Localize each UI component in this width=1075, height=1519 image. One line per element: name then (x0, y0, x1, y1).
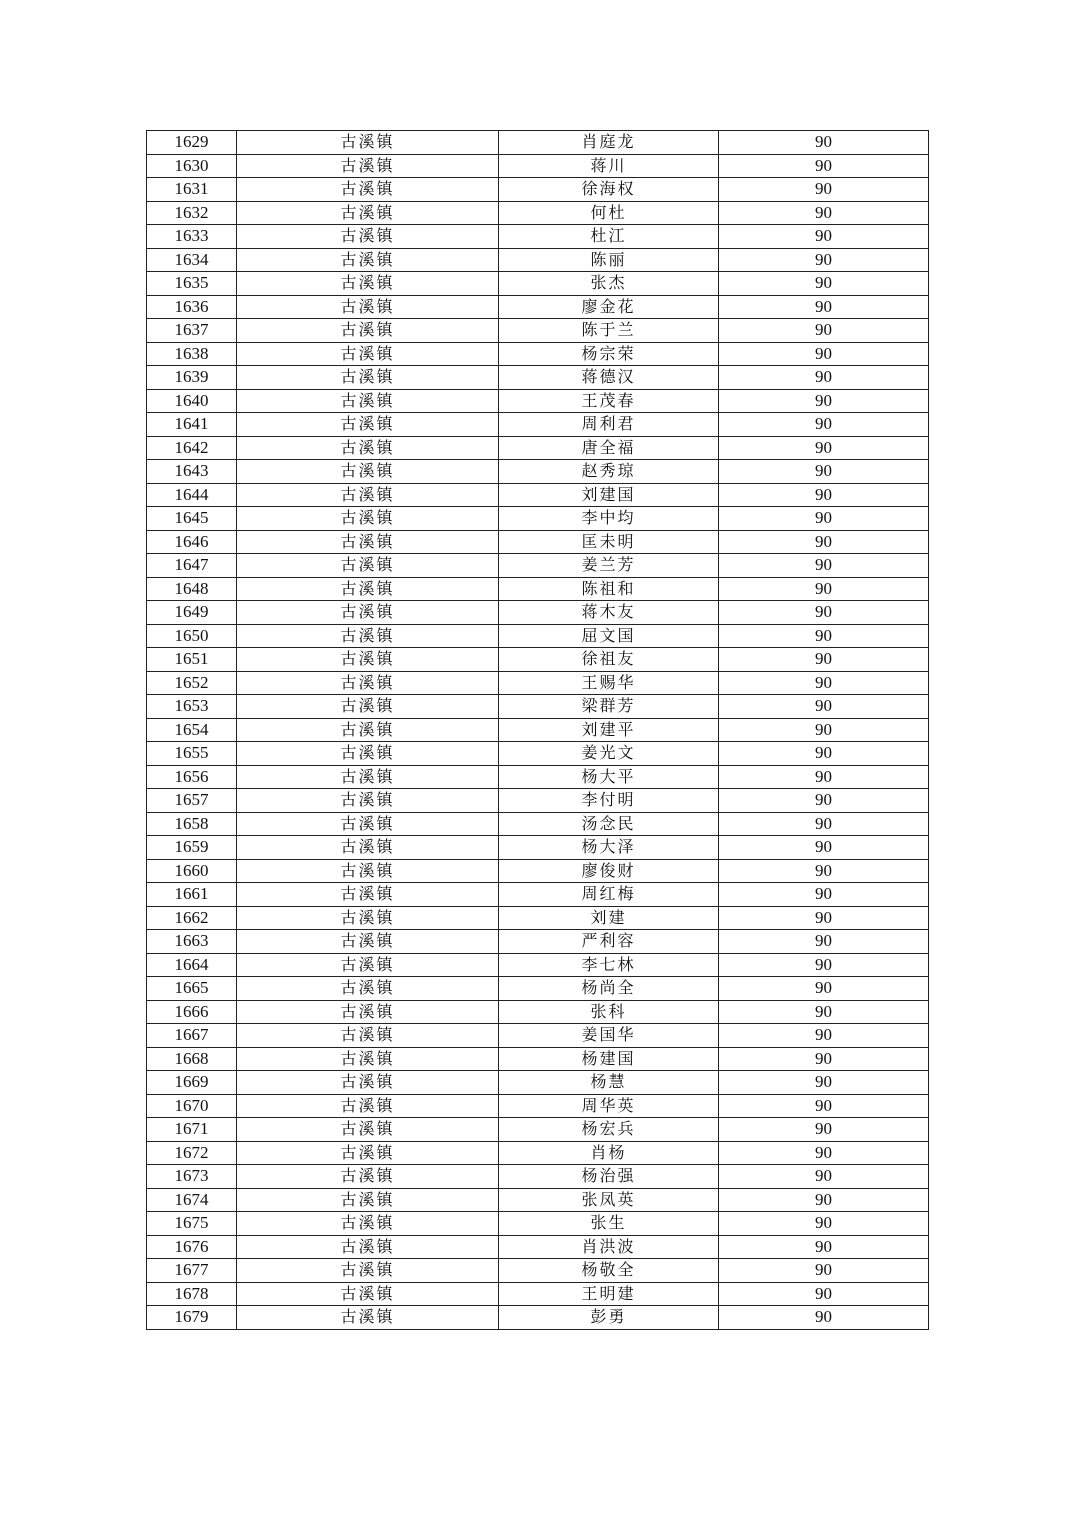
amount-cell: 90 (719, 695, 929, 719)
person-name-cell: 屈文国 (499, 624, 719, 648)
table-row (147, 483, 929, 507)
table-row (147, 930, 929, 954)
amount-cell: 90 (719, 1024, 929, 1048)
table-row (147, 1141, 929, 1165)
serial-number-cell: 1646 (147, 530, 237, 554)
amount-cell: 90 (719, 1047, 929, 1071)
serial-number-cell: 1669 (147, 1071, 237, 1095)
serial-number-cell: 1642 (147, 436, 237, 460)
amount-cell: 90 (719, 601, 929, 625)
table-row (147, 671, 929, 695)
table-row (147, 1047, 929, 1071)
roster-table-body (147, 131, 929, 1330)
person-name-cell: 杨尚全 (499, 977, 719, 1001)
amount-cell: 90 (719, 977, 929, 1001)
town-cell: 古溪镇 (237, 554, 499, 578)
serial-number-cell: 1676 (147, 1235, 237, 1259)
town-cell: 古溪镇 (237, 789, 499, 813)
person-name-cell: 杨治强 (499, 1165, 719, 1189)
table-row (147, 272, 929, 296)
town-cell: 古溪镇 (237, 154, 499, 178)
town-cell: 古溪镇 (237, 1282, 499, 1306)
town-cell: 古溪镇 (237, 483, 499, 507)
person-name-cell: 陈祖和 (499, 577, 719, 601)
amount-cell: 90 (719, 248, 929, 272)
town-cell: 古溪镇 (237, 1071, 499, 1095)
serial-number-cell: 1638 (147, 342, 237, 366)
table-row (147, 624, 929, 648)
amount-cell: 90 (719, 1188, 929, 1212)
table-row (147, 648, 929, 672)
town-cell: 古溪镇 (237, 1306, 499, 1330)
town-cell: 古溪镇 (237, 742, 499, 766)
serial-number-cell: 1677 (147, 1259, 237, 1283)
amount-cell: 90 (719, 1306, 929, 1330)
person-name-cell: 刘建国 (499, 483, 719, 507)
serial-number-cell: 1640 (147, 389, 237, 413)
serial-number-cell: 1659 (147, 836, 237, 860)
person-name-cell: 肖杨 (499, 1141, 719, 1165)
serial-number-cell: 1633 (147, 225, 237, 249)
serial-number-cell: 1653 (147, 695, 237, 719)
table-row (147, 366, 929, 390)
serial-number-cell: 1652 (147, 671, 237, 695)
table-row (147, 836, 929, 860)
table-row (147, 977, 929, 1001)
amount-cell: 90 (719, 366, 929, 390)
serial-number-cell: 1661 (147, 883, 237, 907)
town-cell: 古溪镇 (237, 272, 499, 296)
serial-number-cell: 1649 (147, 601, 237, 625)
amount-cell: 90 (719, 272, 929, 296)
table-row (147, 131, 929, 155)
person-name-cell: 姜国华 (499, 1024, 719, 1048)
town-cell: 古溪镇 (237, 953, 499, 977)
serial-number-cell: 1671 (147, 1118, 237, 1142)
amount-cell: 90 (719, 648, 929, 672)
serial-number-cell: 1658 (147, 812, 237, 836)
table-row (147, 436, 929, 460)
town-cell: 古溪镇 (237, 178, 499, 202)
amount-cell: 90 (719, 742, 929, 766)
town-cell: 古溪镇 (237, 1000, 499, 1024)
amount-cell: 90 (719, 201, 929, 225)
town-cell: 古溪镇 (237, 718, 499, 742)
person-name-cell: 蒋木友 (499, 601, 719, 625)
amount-cell: 90 (719, 953, 929, 977)
person-name-cell: 姜光文 (499, 742, 719, 766)
table-row (147, 319, 929, 343)
serial-number-cell: 1636 (147, 295, 237, 319)
person-name-cell: 蒋德汉 (499, 366, 719, 390)
person-name-cell: 李七林 (499, 953, 719, 977)
serial-number-cell: 1634 (147, 248, 237, 272)
table-row (147, 389, 929, 413)
town-cell: 古溪镇 (237, 507, 499, 531)
person-name-cell: 杨慧 (499, 1071, 719, 1095)
table-row (147, 1071, 929, 1095)
person-name-cell: 肖洪波 (499, 1235, 719, 1259)
amount-cell: 90 (719, 1094, 929, 1118)
town-cell: 古溪镇 (237, 648, 499, 672)
serial-number-cell: 1650 (147, 624, 237, 648)
amount-cell: 90 (719, 624, 929, 648)
town-cell: 古溪镇 (237, 413, 499, 437)
serial-number-cell: 1673 (147, 1165, 237, 1189)
table-row (147, 201, 929, 225)
serial-number-cell: 1654 (147, 718, 237, 742)
town-cell: 古溪镇 (237, 319, 499, 343)
person-name-cell: 严利容 (499, 930, 719, 954)
person-name-cell: 周红梅 (499, 883, 719, 907)
serial-number-cell: 1664 (147, 953, 237, 977)
person-name-cell: 李付明 (499, 789, 719, 813)
town-cell: 古溪镇 (237, 859, 499, 883)
amount-cell: 90 (719, 389, 929, 413)
town-cell: 古溪镇 (237, 1235, 499, 1259)
amount-cell: 90 (719, 554, 929, 578)
amount-cell: 90 (719, 225, 929, 249)
amount-cell: 90 (719, 859, 929, 883)
town-cell: 古溪镇 (237, 671, 499, 695)
person-name-cell: 陈丽 (499, 248, 719, 272)
amount-cell: 90 (719, 178, 929, 202)
table-row (147, 413, 929, 437)
amount-cell: 90 (719, 1165, 929, 1189)
serial-number-cell: 1632 (147, 201, 237, 225)
person-name-cell: 刘建 (499, 906, 719, 930)
table-row (147, 1235, 929, 1259)
town-cell: 古溪镇 (237, 601, 499, 625)
serial-number-cell: 1675 (147, 1212, 237, 1236)
serial-number-cell: 1639 (147, 366, 237, 390)
table-row (147, 812, 929, 836)
amount-cell: 90 (719, 930, 929, 954)
table-row (147, 1306, 929, 1330)
person-name-cell: 杜江 (499, 225, 719, 249)
amount-cell: 90 (719, 883, 929, 907)
serial-number-cell: 1648 (147, 577, 237, 601)
person-name-cell: 张生 (499, 1212, 719, 1236)
table-row (147, 906, 929, 930)
serial-number-cell: 1679 (147, 1306, 237, 1330)
table-row (147, 248, 929, 272)
town-cell: 古溪镇 (237, 1047, 499, 1071)
person-name-cell: 肖庭龙 (499, 131, 719, 155)
serial-number-cell: 1651 (147, 648, 237, 672)
person-name-cell: 蒋川 (499, 154, 719, 178)
amount-cell: 90 (719, 507, 929, 531)
serial-number-cell: 1668 (147, 1047, 237, 1071)
serial-number-cell: 1641 (147, 413, 237, 437)
person-name-cell: 张科 (499, 1000, 719, 1024)
table-row (147, 460, 929, 484)
town-cell: 古溪镇 (237, 1188, 499, 1212)
table-row (147, 1118, 929, 1142)
table-row (147, 154, 929, 178)
table-row (147, 178, 929, 202)
table-row (147, 554, 929, 578)
serial-number-cell: 1643 (147, 460, 237, 484)
amount-cell: 90 (719, 1235, 929, 1259)
serial-number-cell: 1663 (147, 930, 237, 954)
town-cell: 古溪镇 (237, 695, 499, 719)
person-name-cell: 王赐华 (499, 671, 719, 695)
serial-number-cell: 1635 (147, 272, 237, 296)
serial-number-cell: 1637 (147, 319, 237, 343)
table-row (147, 295, 929, 319)
town-cell: 古溪镇 (237, 131, 499, 155)
town-cell: 古溪镇 (237, 1141, 499, 1165)
table-row (147, 883, 929, 907)
table-row (147, 577, 929, 601)
serial-number-cell: 1667 (147, 1024, 237, 1048)
roster-table (146, 130, 929, 1330)
table-row (147, 342, 929, 366)
person-name-cell: 王明建 (499, 1282, 719, 1306)
town-cell: 古溪镇 (237, 977, 499, 1001)
person-name-cell: 姜兰芳 (499, 554, 719, 578)
serial-number-cell: 1631 (147, 178, 237, 202)
amount-cell: 90 (719, 671, 929, 695)
amount-cell: 90 (719, 577, 929, 601)
table-row (147, 1000, 929, 1024)
town-cell: 古溪镇 (237, 765, 499, 789)
person-name-cell: 刘建平 (499, 718, 719, 742)
table-row (147, 695, 929, 719)
amount-cell: 90 (719, 342, 929, 366)
person-name-cell: 杨宗荣 (499, 342, 719, 366)
amount-cell: 90 (719, 1071, 929, 1095)
table-row (147, 953, 929, 977)
person-name-cell: 彭勇 (499, 1306, 719, 1330)
table-row (147, 530, 929, 554)
person-name-cell: 张凤英 (499, 1188, 719, 1212)
serial-number-cell: 1665 (147, 977, 237, 1001)
serial-number-cell: 1629 (147, 131, 237, 155)
person-name-cell: 李中均 (499, 507, 719, 531)
person-name-cell: 廖俊财 (499, 859, 719, 883)
person-name-cell: 唐全福 (499, 436, 719, 460)
person-name-cell: 周利君 (499, 413, 719, 437)
table-row (147, 601, 929, 625)
amount-cell: 90 (719, 413, 929, 437)
table-row (147, 859, 929, 883)
person-name-cell: 杨敬全 (499, 1259, 719, 1283)
person-name-cell: 张杰 (499, 272, 719, 296)
person-name-cell: 梁群芳 (499, 695, 719, 719)
amount-cell: 90 (719, 906, 929, 930)
serial-number-cell: 1655 (147, 742, 237, 766)
person-name-cell: 徐海权 (499, 178, 719, 202)
table-row (147, 765, 929, 789)
amount-cell: 90 (719, 1282, 929, 1306)
serial-number-cell: 1670 (147, 1094, 237, 1118)
serial-number-cell: 1662 (147, 906, 237, 930)
town-cell: 古溪镇 (237, 201, 499, 225)
table-row (147, 742, 929, 766)
town-cell: 古溪镇 (237, 366, 499, 390)
person-name-cell: 王茂春 (499, 389, 719, 413)
town-cell: 古溪镇 (237, 883, 499, 907)
serial-number-cell: 1660 (147, 859, 237, 883)
town-cell: 古溪镇 (237, 836, 499, 860)
table-row (147, 507, 929, 531)
serial-number-cell: 1657 (147, 789, 237, 813)
person-name-cell: 陈于兰 (499, 319, 719, 343)
town-cell: 古溪镇 (237, 1259, 499, 1283)
amount-cell: 90 (719, 1118, 929, 1142)
town-cell: 古溪镇 (237, 389, 499, 413)
town-cell: 古溪镇 (237, 930, 499, 954)
person-name-cell: 杨宏兵 (499, 1118, 719, 1142)
town-cell: 古溪镇 (237, 1165, 499, 1189)
town-cell: 古溪镇 (237, 1094, 499, 1118)
amount-cell: 90 (719, 131, 929, 155)
person-name-cell: 匡未明 (499, 530, 719, 554)
person-name-cell: 汤念民 (499, 812, 719, 836)
table-row (147, 1024, 929, 1048)
person-name-cell: 何杜 (499, 201, 719, 225)
table-row (147, 1282, 929, 1306)
town-cell: 古溪镇 (237, 248, 499, 272)
amount-cell: 90 (719, 718, 929, 742)
person-name-cell: 赵秀琼 (499, 460, 719, 484)
person-name-cell: 杨大平 (499, 765, 719, 789)
serial-number-cell: 1656 (147, 765, 237, 789)
town-cell: 古溪镇 (237, 577, 499, 601)
amount-cell: 90 (719, 483, 929, 507)
table-row (147, 1188, 929, 1212)
town-cell: 古溪镇 (237, 342, 499, 366)
amount-cell: 90 (719, 1141, 929, 1165)
table-row (147, 1212, 929, 1236)
person-name-cell: 廖金花 (499, 295, 719, 319)
amount-cell: 90 (719, 460, 929, 484)
serial-number-cell: 1674 (147, 1188, 237, 1212)
town-cell: 古溪镇 (237, 530, 499, 554)
amount-cell: 90 (719, 1259, 929, 1283)
table-row (147, 225, 929, 249)
table-row (147, 789, 929, 813)
serial-number-cell: 1678 (147, 1282, 237, 1306)
table-row (147, 718, 929, 742)
amount-cell: 90 (719, 836, 929, 860)
person-name-cell: 杨建国 (499, 1047, 719, 1071)
town-cell: 古溪镇 (237, 1118, 499, 1142)
serial-number-cell: 1666 (147, 1000, 237, 1024)
serial-number-cell: 1647 (147, 554, 237, 578)
person-name-cell: 徐祖友 (499, 648, 719, 672)
table-row (147, 1165, 929, 1189)
town-cell: 古溪镇 (237, 1024, 499, 1048)
amount-cell: 90 (719, 789, 929, 813)
amount-cell: 90 (719, 1212, 929, 1236)
amount-cell: 90 (719, 295, 929, 319)
town-cell: 古溪镇 (237, 436, 499, 460)
table-row (147, 1094, 929, 1118)
amount-cell: 90 (719, 765, 929, 789)
amount-cell: 90 (719, 436, 929, 460)
serial-number-cell: 1630 (147, 154, 237, 178)
town-cell: 古溪镇 (237, 225, 499, 249)
town-cell: 古溪镇 (237, 906, 499, 930)
person-name-cell: 周华英 (499, 1094, 719, 1118)
amount-cell: 90 (719, 154, 929, 178)
town-cell: 古溪镇 (237, 295, 499, 319)
amount-cell: 90 (719, 319, 929, 343)
town-cell: 古溪镇 (237, 460, 499, 484)
serial-number-cell: 1645 (147, 507, 237, 531)
town-cell: 古溪镇 (237, 812, 499, 836)
serial-number-cell: 1644 (147, 483, 237, 507)
serial-number-cell: 1672 (147, 1141, 237, 1165)
amount-cell: 90 (719, 1000, 929, 1024)
town-cell: 古溪镇 (237, 624, 499, 648)
town-cell: 古溪镇 (237, 1212, 499, 1236)
person-name-cell: 杨大泽 (499, 836, 719, 860)
table-row (147, 1259, 929, 1283)
amount-cell: 90 (719, 530, 929, 554)
amount-cell: 90 (719, 812, 929, 836)
